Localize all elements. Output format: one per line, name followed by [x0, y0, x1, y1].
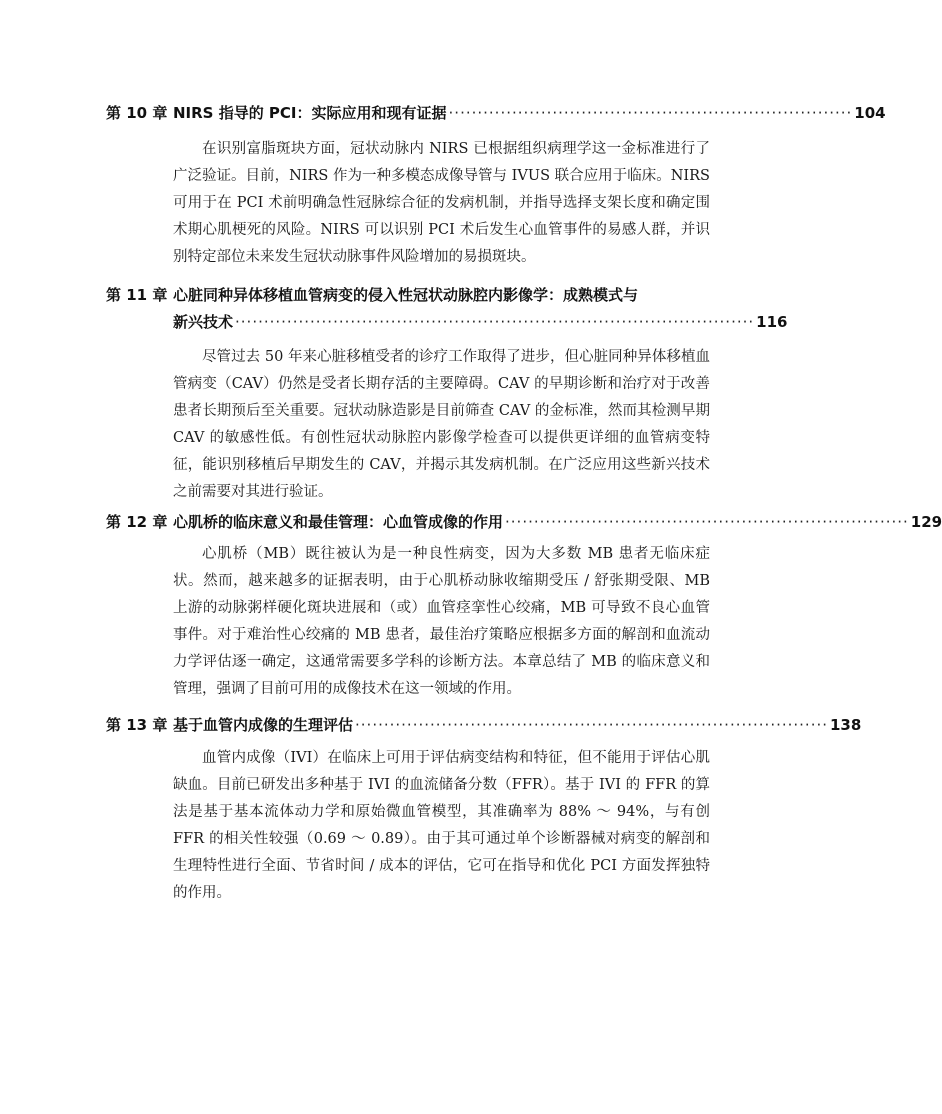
chapter-page-number: 129: [910, 513, 942, 531]
chapter-heading[interactable]: [0, 509, 942, 536]
dot-leader: ··················································································: [355, 716, 828, 734]
chapter-abstract: 血管内成像（IVI）在临床上可用于评估病变结构和特征，但不能用于评估心肌缺血。目前已研发出多种基于 IVI 的血流储备分数（FFR）。基于 IVI 的 FFR 的算法是基于基本流体动力学和原始微血管模型，其准确率为 88% ～ 94%，与有创 FFR 的相关性较强（0.69 ～ 0.89）。由于其可通过单个诊断器械对病变的解剖和生理特性进行全面、节省时间 / 成本的评估，它可在指导和优化 PCI 方面发挥独特的作用。: [173, 750, 710, 901]
chapter-title: 基于血管内成像的生理评估: [173, 716, 354, 734]
chapter-title: NIRS 指导的 PCI：实际应用和现有证据: [173, 104, 447, 122]
chapter-number: 第 13 章: [106, 716, 168, 734]
chapter-number: 第 12 章: [106, 513, 168, 531]
chapter-heading[interactable]: [0, 712, 862, 739]
chapter-title: 心肌桥的临床意义和最佳管理：心血管成像的作用: [173, 513, 504, 531]
chapter-page-number: 104: [854, 104, 886, 122]
dot-leader: ··························································································: [235, 313, 755, 331]
chapter-number: 第 10 章: [106, 104, 168, 122]
chapter-heading[interactable]: [0, 100, 886, 127]
chapter-title-row: [173, 712, 862, 739]
chapter-title-row: [173, 309, 788, 336]
chapter-abstract: 心肌桥（MB）既往被认为是一种良性病变，因为大多数 MB 患者无临床症状。然而，越来越多的证据表明，由于心肌桥动脉收缩期受压 / 舒张期受限、MB 上游的动脉粥样硬化斑块进展和（或）血管痉挛性心绞痛，MB 可导致不良心血管事件。对于难治性心绞痛的 MB 患者，最佳治疗策略应根据多方面的解剖和血流动力学评估逐一确定，这通常需要多学科的诊断方法。本章总结了 MB 的临床意义和管理，强调了目前可用的成像技术在这一领域的作用。: [173, 546, 710, 697]
chapter-heading-line-2[interactable]: [0, 309, 800, 336]
chapter-page-number: 138: [830, 716, 862, 734]
toc-entry-chapter-13: [0, 712, 862, 901]
toc-entry-chapter-11: [0, 282, 800, 500]
toc-entry-chapter-10: [0, 100, 886, 265]
chapter-page-number: 116: [756, 313, 788, 331]
chapter-title-line-2: 新兴技术: [173, 313, 234, 331]
chapter-heading-line-1[interactable]: [0, 282, 800, 309]
chapter-abstract: 在识别富脂斑块方面，冠状动脉内 NIRS 已根据组织病理学这一金标准进行了广泛验证。目前，NIRS 作为一种多模态成像导管与 IVUS 联合应用于临床。NIRS 可用于在 PCI 术前明确急性冠脉综合征的发病机制，并指导选择支架长度和确定围术期心肌梗死的风险。NIRS 可以识别 PCI 术后发生心血管事件的易感人群，并识别特定部位未来发生冠状动脉事件风险增加的易损斑块。: [173, 141, 710, 265]
dot-leader: ······································································: [448, 104, 853, 122]
chapter-title-line-1: 心脏同种异体移植血管病变的侵入性冠状动脉腔内影像学：成熟模式与: [173, 286, 639, 304]
chapter-title-row: [173, 282, 710, 309]
chapter-number: 第 11 章: [106, 286, 168, 304]
dot-leader: ······································································: [505, 513, 909, 531]
chapter-title-row: [173, 509, 942, 536]
chapter-abstract: 尽管过去 50 年来心脏移植受者的诊疗工作取得了进步，但心脏同种异体移植血管病变（CAV）仍然是受者长期存活的主要障碍。CAV 的早期诊断和治疗对于改善患者长期预后至关重要。冠状动脉造影是目前筛查 CAV 的金标准，然而其检测早期 CAV 的敏感性低。有创性冠状动脉腔内影像学检查可以提供更详细的血管病变特征，能识别移植后早期发生的 CAV，并揭示其发病机制。在广泛应用这些新兴技术之前需要对其进行验证。: [173, 349, 710, 500]
chapter-title-row: [173, 100, 886, 127]
toc-entry-chapter-12: [0, 509, 942, 697]
